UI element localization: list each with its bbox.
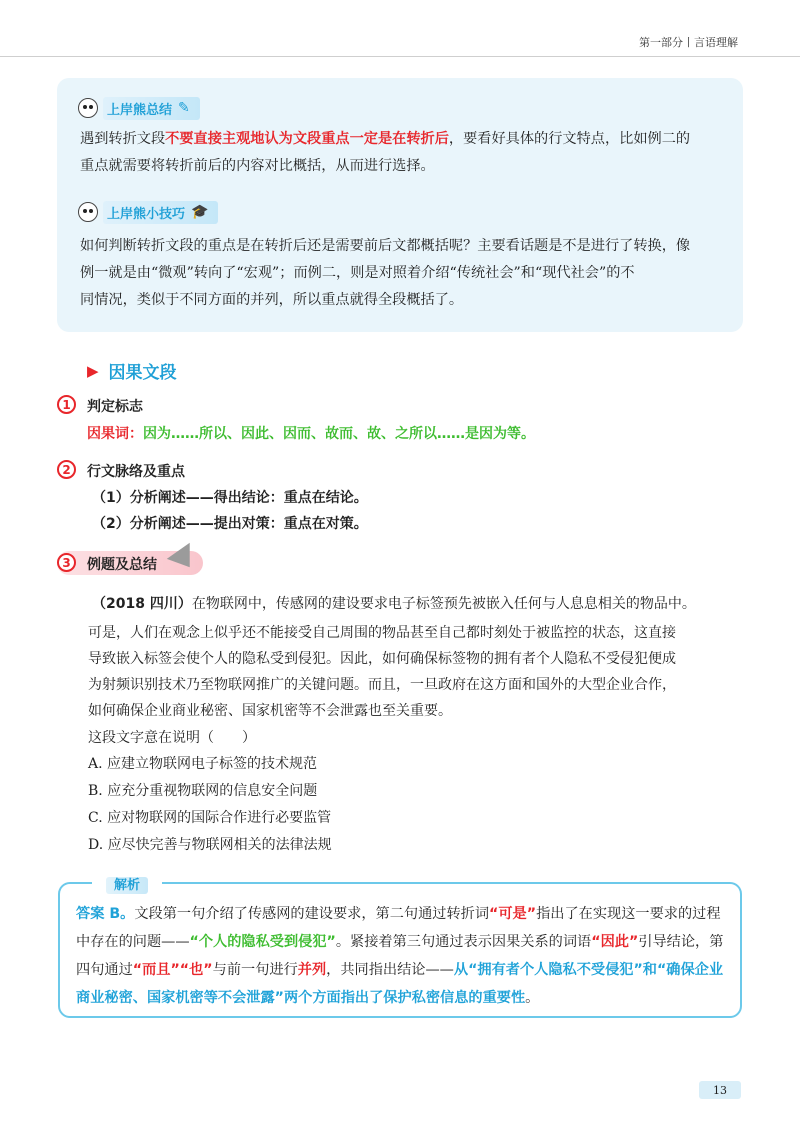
answer-tag: 解析	[92, 872, 162, 895]
question-stem: 这段文字意在说明（ ）	[88, 730, 256, 746]
causal-words-line: 因果词：因为……所以、因此、因而、故而、故、之所以……是因为等。	[87, 426, 535, 442]
question-line-2: 可是，人们在观念上似乎还不能接受自己周围的物品甚至自己都时刻处于被监控的状态，这直接	[88, 625, 676, 641]
structure-line-1: （1）分析阐述——得出结论：重点在结论。	[92, 490, 368, 506]
bear-mascot-icon	[78, 202, 98, 222]
bear-mascot-icon	[78, 98, 98, 118]
structure-line-2: （2）分析阐述——提出对策：重点在对策。	[92, 516, 368, 532]
graduation-cap-icon: 🎓	[191, 204, 209, 220]
summary-paragraph: 遇到转折文段不要直接主观地认为文段重点一定是在转折后，要看好具体的行文特点，比如例二的 重点就需要将转折前后的内容对比概括，从而进行选择。	[80, 131, 691, 174]
answer-paragraph: 答案 B。文段第一句介绍了传感网的建设要求，第二句通过转折词“可是”指出了在实现这一要求的过程中存在的问题——“个人的隐私受到侵犯”。紧接着第三句通过表示因果关系的词语“因此”引导结论，第四句通过“而且”“也”与前一句进行并列，共同指出结论——从“拥有者个人隐私不受侵犯”和“确保企业商业秘密、国家机密等不会泄露”两个方面指出了保护私密信息的重要性。	[76, 906, 724, 1006]
header-label: 第一部分丨言语理解	[639, 36, 738, 49]
item-number-2: 2	[57, 460, 76, 479]
summary-tag	[78, 95, 200, 121]
item-number-1: 1	[57, 395, 76, 414]
item-2-label: 行文脉络及重点	[87, 464, 185, 480]
option-d: D. 应尽快完善与物联网相关的法律法规	[88, 837, 332, 853]
tip-paragraph: 如何判断转折文段的重点是在转折后还是需要前后文都概括呢？主要看话题是不是进行了转换，像 例一就是由“微观”转向了“宏观”；而例二，则是对照着介绍“传统社会”和“现代社会”的不 同情况，类似于不同方面的并列，所以重点就得全段概括了。	[80, 238, 691, 308]
section-heading: ▶ 因果文段	[87, 361, 177, 383]
item-3-label: 例题及总结	[87, 557, 157, 573]
item-number-3: 3	[57, 553, 76, 572]
triangle-icon: ▶	[87, 361, 99, 380]
option-a: A. 应建立物联网电子标签的技术规范	[88, 756, 318, 772]
option-c: C. 应对物联网的国际合作进行必要监管	[88, 810, 332, 826]
summary-highlight: 不要直接主观地认为文段重点一定是在转折后	[165, 131, 449, 147]
summary-tag-label: 上岸熊总结	[107, 102, 173, 118]
question-line-4: 为射频识别技术乃至物联网推广的关键问题。而且，一旦政府在这方面和国外的大型企业合作，	[88, 677, 676, 693]
question-line-5: 如何确保企业商业秘密、国家机密等不会泄露也至关重要。	[88, 703, 452, 719]
answer-key: 答案 B。	[76, 906, 135, 922]
item-1-label: 判定标志	[87, 399, 143, 415]
question-line-3: 导致嵌入标签会使个人的隐私受到侵犯。因此，如何确保标签物的拥有者个人隐私不受侵犯便成	[88, 651, 676, 667]
pen-icon: ✎	[178, 100, 190, 116]
tip-tag	[78, 199, 218, 225]
tip-tag-label: 上岸熊小技巧	[107, 206, 186, 222]
page-number: 13	[699, 1081, 741, 1099]
header-divider	[0, 56, 800, 57]
question-line-1: （2018 四川）在物联网中，传感网的建设要求电子标签预先被嵌入任何与人息息相关的物品中。	[92, 596, 696, 612]
question-source: （2018 四川）	[92, 596, 192, 612]
option-b: B. 应充分重视物联网的信息安全问题	[88, 783, 318, 799]
